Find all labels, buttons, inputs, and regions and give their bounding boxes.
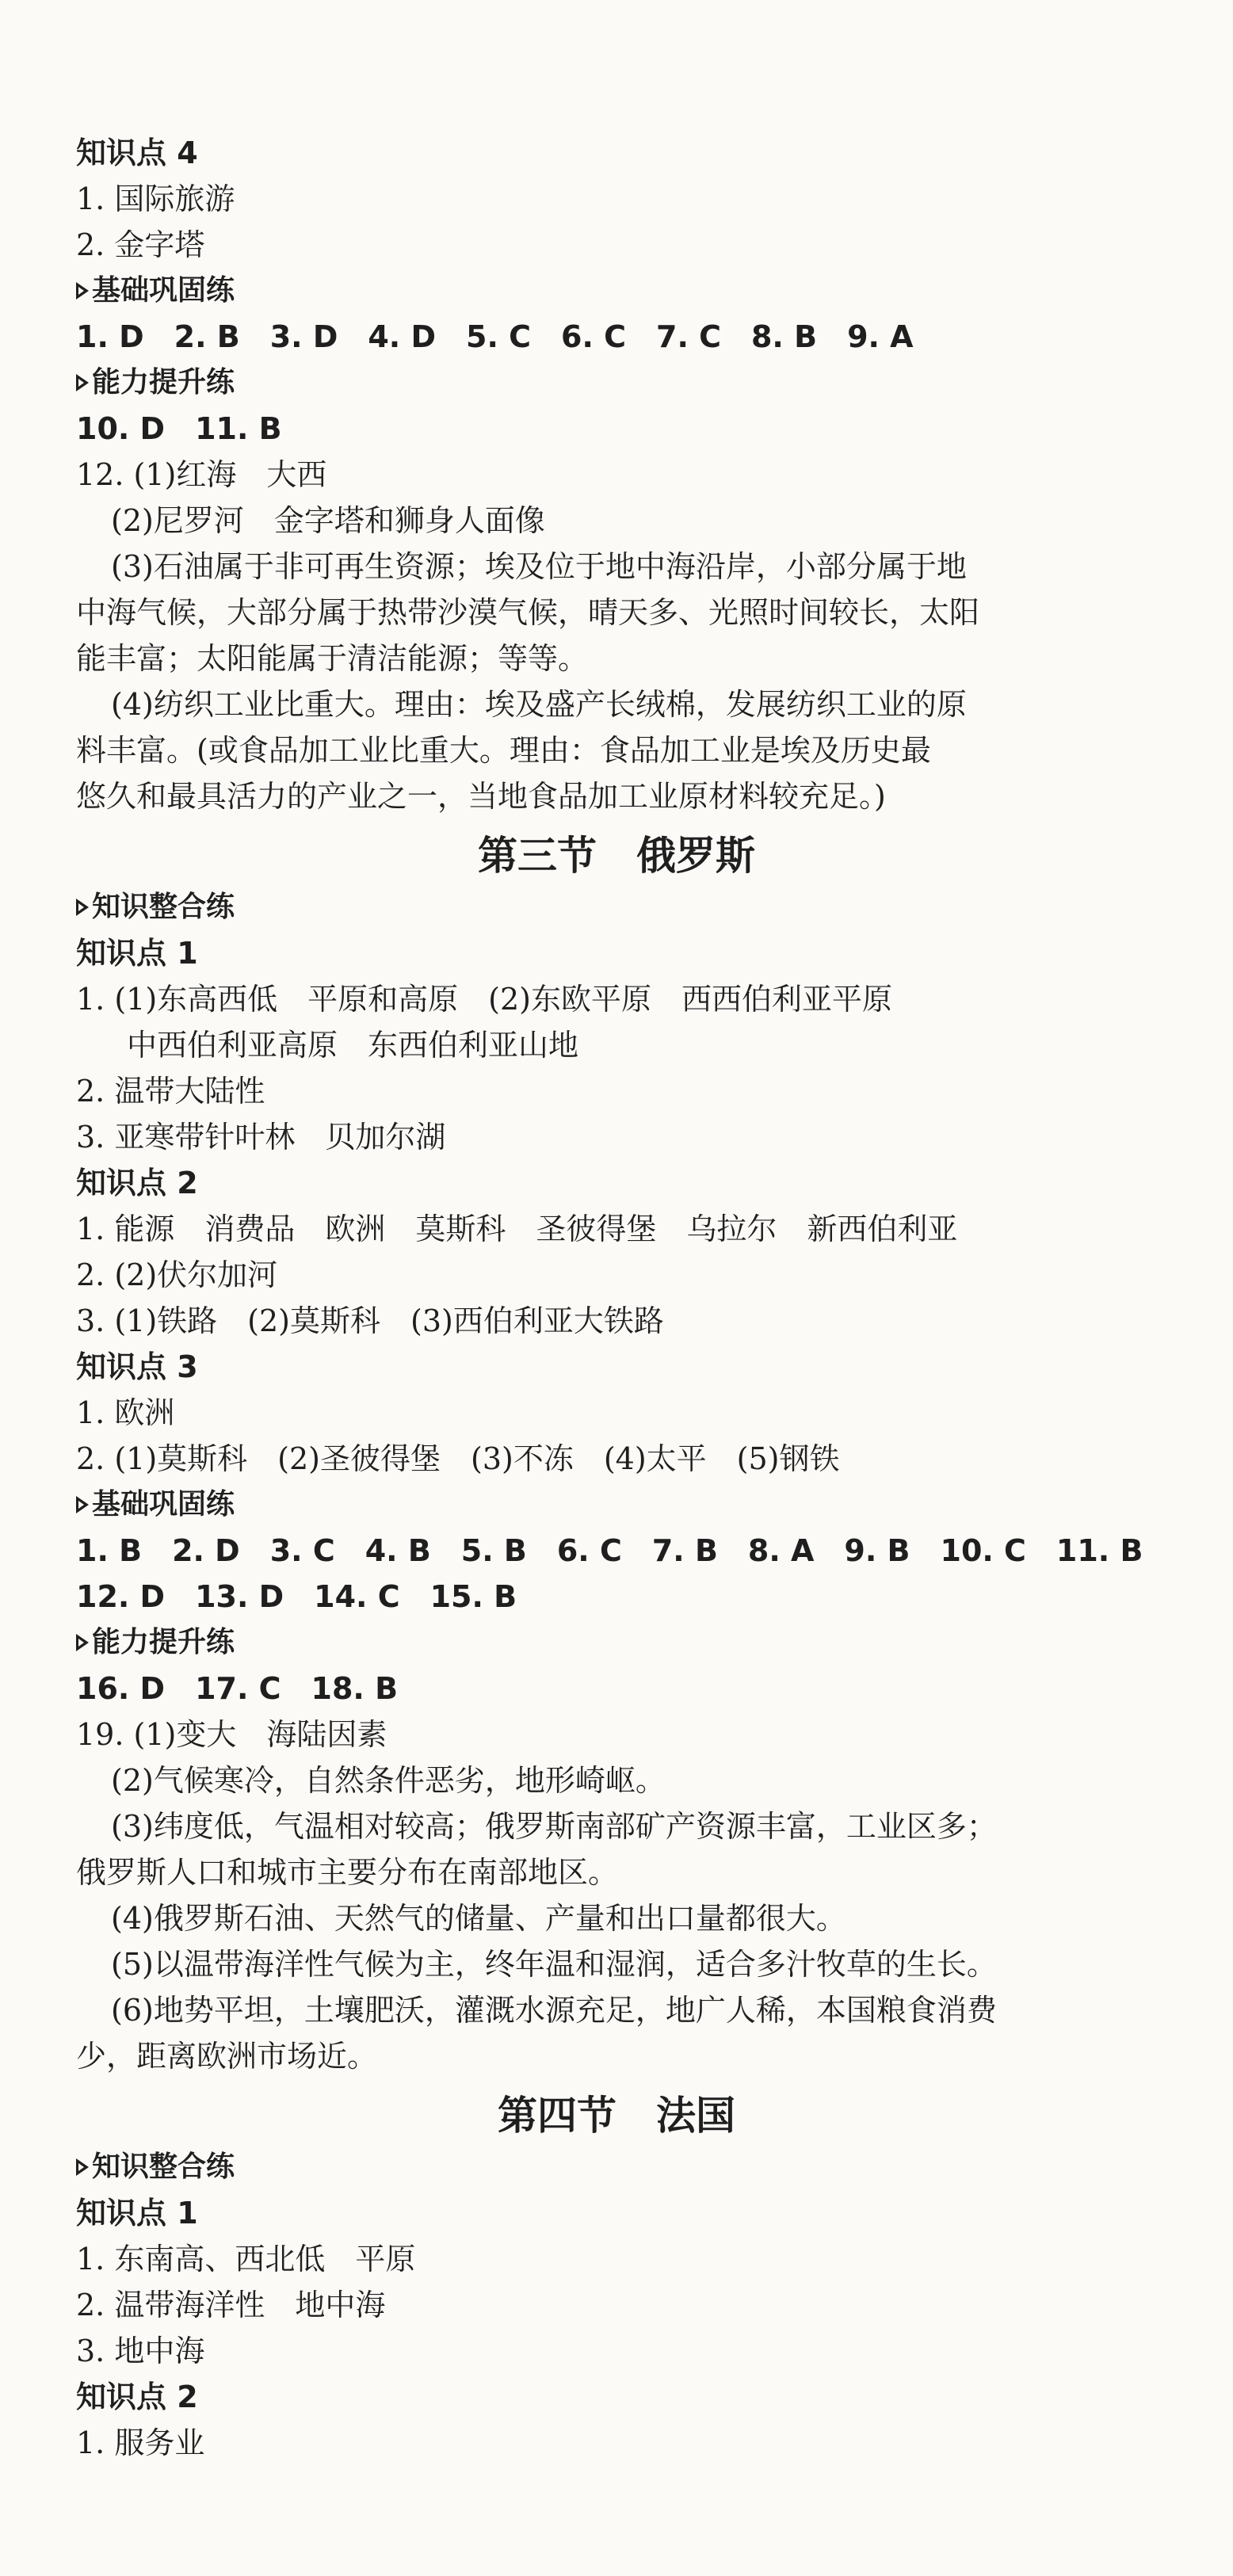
- knowledge-point-heading: 知识点 2: [76, 1166, 198, 1200]
- answer-line: 12. (1)红海 大西: [76, 457, 327, 492]
- triangle-bullet-icon: [76, 374, 89, 391]
- answer-line: 1. B 2. D 3. C 4. B 5. B 6. C 7. B 8. A 9. B 10. C 11. B: [76, 1533, 1143, 1568]
- answer-line: (4)俄罗斯石油、天然气的储量、产量和出口量都很大。: [111, 1901, 846, 1936]
- section-header-knowledge: 知识整合练: [76, 2147, 235, 2187]
- knowledge-point-heading: 知识点 2: [76, 2379, 198, 2414]
- answer-line: 2. (1)莫斯科 (2)圣彼得堡 (3)不冻 (4)太平 (5)钢铁: [76, 1441, 840, 1476]
- answer-line: 3. (1)铁路 (2)莫斯科 (3)西伯利亚大铁路: [76, 1303, 664, 1338]
- answer-line: 2. 温带大陆性: [76, 1074, 265, 1109]
- knowledge-point-heading: 知识点 3: [76, 1349, 198, 1384]
- triangle-bullet-icon: [76, 2158, 89, 2176]
- answer-line: 少，距离欧洲市场近。: [76, 2039, 378, 2074]
- answer-line: 1. 服务业: [76, 2425, 205, 2460]
- answer-line: 中海气候，大部分属于热带沙漠气候，晴天多、光照时间较长，太阳: [76, 595, 980, 630]
- answer-line: 3. 亚寒带针叶林 贝加尔湖: [76, 1120, 446, 1154]
- answer-line: (2)气候寒冷，自然条件恶劣，地形崎岖。: [111, 1763, 666, 1798]
- answer-line: 2. 金字塔: [76, 227, 205, 262]
- answer-line: 1. 能源 消费品 欧洲 莫斯科 圣彼得堡 乌拉尔 新西伯利亚: [76, 1212, 958, 1246]
- answer-line: (4)纺织工业比重大。理由：埃及盛产长绒棉，发展纺织工业的原: [111, 687, 967, 722]
- answer-line: 俄罗斯人口和城市主要分布在南部地区。: [76, 1855, 619, 1890]
- answer-line: (3)纬度低，气温相对较高；俄罗斯南部矿产资源丰富，工业区多；: [111, 1809, 997, 1844]
- section-header-ability: 能力提升练: [76, 1623, 235, 1662]
- knowledge-point-heading: 知识点 1: [76, 936, 198, 971]
- section-header-knowledge: 知识整合练: [76, 887, 235, 927]
- answer-line: 12. D 13. D 14. C 15. B: [76, 1579, 517, 1614]
- answer-line: 1. (1)东高西低 平原和高原 (2)东欧平原 西西伯利亚平原: [76, 982, 892, 1017]
- answer-line: 中西伯利亚高原 东西伯利亚山地: [127, 1028, 579, 1063]
- answer-line: (3)石油属于非可再生资源；埃及位于地中海沿岸，小部分属于地: [111, 549, 967, 584]
- answer-line: (5)以温带海洋性气候为主，终年温和湿润，适合多汁牧草的生长。: [111, 1947, 997, 1982]
- section-header-ability: 能力提升练: [76, 363, 235, 403]
- knowledge-point-heading: 知识点 4: [76, 135, 198, 170]
- answer-line: 料丰富。(或食品加工业比重大。理由：食品加工业是埃及历史最: [76, 733, 931, 768]
- answer-line: 1. D 2. B 3. D 4. D 5. C 6. C 7. C 8. B 9. A: [76, 319, 914, 354]
- section-header-basic: 基础巩固练: [76, 1485, 235, 1525]
- answer-line: 2. 温带海洋性 地中海: [76, 2288, 386, 2322]
- answer-line: 16. D 17. C 18. B: [76, 1671, 399, 1706]
- section-title-russia: 第三节 俄罗斯: [478, 832, 755, 879]
- answer-line: 能丰富；太阳能属于清洁能源；等等。: [76, 641, 589, 676]
- answer-line: 10. D 11. B: [76, 411, 282, 446]
- triangle-bullet-icon: [76, 899, 89, 916]
- answer-line: 1. 国际旅游: [76, 181, 235, 216]
- answer-line: 悠久和最具活力的产业之一，当地食品加工业原材料较充足。): [76, 779, 886, 814]
- answer-line: (2)尼罗河 金字塔和狮身人面像: [111, 503, 545, 538]
- section-header-basic: 基础巩固练: [76, 271, 235, 311]
- answer-line: 1. 东南高、西北低 平原: [76, 2242, 416, 2276]
- answer-line: (6)地势平坦，土壤肥沃，灌溉水源充足，地广人稀，本国粮食消费: [111, 1993, 997, 2028]
- answer-line: 3. 地中海: [76, 2334, 205, 2368]
- answer-line: 2. (2)伏尔加河: [76, 1257, 278, 1292]
- triangle-bullet-icon: [76, 1496, 89, 1513]
- answer-line: 1. 欧洲: [76, 1395, 175, 1430]
- section-title-france: 第四节 法国: [498, 2092, 735, 2139]
- triangle-bullet-icon: [76, 1634, 89, 1651]
- answer-line: 19. (1)变大 海陆因素: [76, 1717, 387, 1752]
- triangle-bullet-icon: [76, 282, 89, 300]
- knowledge-point-heading: 知识点 1: [76, 2196, 198, 2231]
